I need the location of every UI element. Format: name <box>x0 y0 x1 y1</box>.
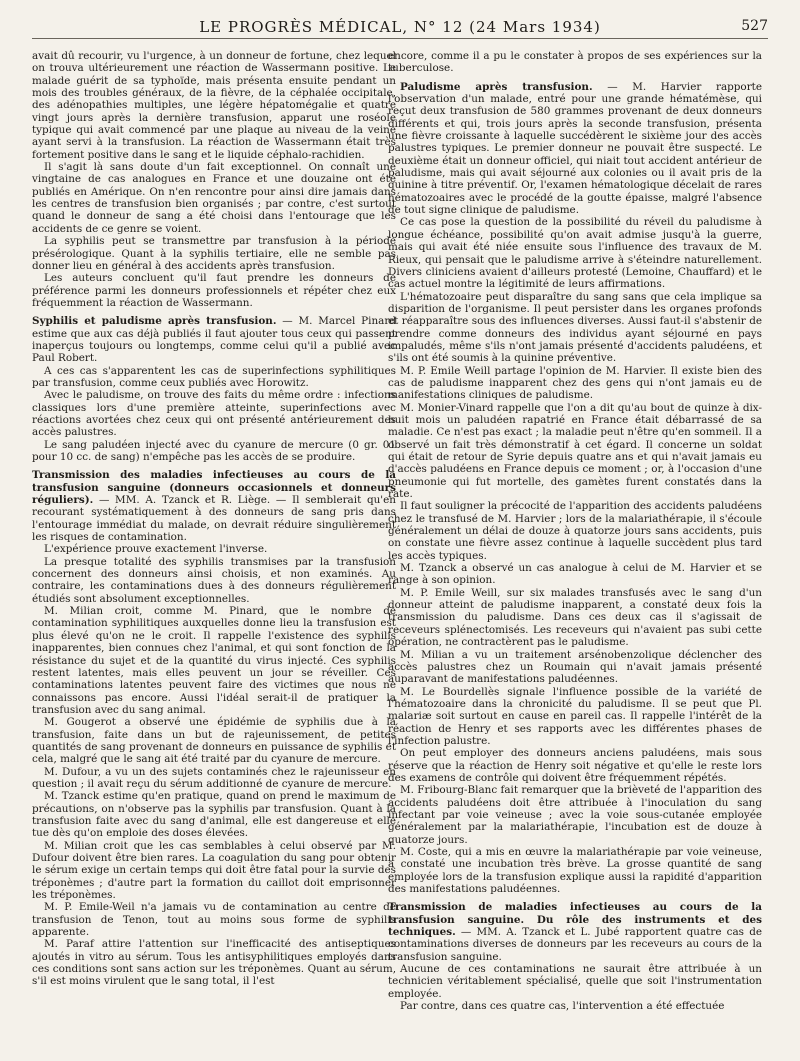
paragraph: encore, comme il a pu le constater à propos de ses expériences sur la tuberculose. <box>388 50 762 75</box>
page-number: 527 <box>741 18 768 34</box>
paragraph: La presque totalité des syphilis transmises par la transfusion concernent des donneurs ainsi choisis, et non examinés. Au contraire, les contaminations dues à des donneurs régulièrement étudiés sont absolument exceptionnelles. <box>32 555 396 605</box>
paragraph: Le sang paludéen injecté avec du cyanure de mercure (0 gr. 01 pour 10 cc. de sang) n'empêche pas les accès de se produire. <box>32 438 396 463</box>
paragraph: Il faut souligner la précocité de l'apparition des accidents paludéens chez le transfusé de M. Harvier ; lors de la malariathérapie, il s'écoule généralement un délai de douze à quatorze jours sans accidents, puis on constate une fièvre assez continue à laquelle succèdent plus tard les accès typiques. <box>388 500 762 562</box>
section-paragraph <box>388 901 762 963</box>
paragraph: M. Coste, qui a mis en œuvre la malariathérapie par voie veineuse, a constaté une incubation très brève. La grosse quantité de sang employée lors de la transfusion explique aussi la rapidité d'apparition des manifestations paludéennes. <box>388 846 762 896</box>
section-paragraph <box>388 81 762 217</box>
paragraph: Il s'agit là sans doute d'un fait exceptionnel. On connaît une vingtaine de cas analogues en France et une douzaine ont été publiés en Amérique. On n'en rencontre pour ainsi dire jamais dans les centres de transfusion bien organisés ; par contre, c'est surtout quand le donneur de sang a été choisi dans l'entourage que les accidents de ce genre se voient. <box>32 161 396 235</box>
paragraph: M. P. Emile-Weil n'a jamais vu de contamination au centre de transfusion de Tenon, tout au moins sous forme de syphilis apparente. <box>32 901 396 939</box>
paragraph: M. Milian croit, comme M. Pinard, que le nombre de contamination syphilitiques auxquelles donne lieu la transfusion est plus élevé qu'on ne le croit. Il rappelle l'existence des syphilis inapparentes, bien connues chez l'animal, et qui sont fonction de la résistance du sujet et de la quantité du virus injecté. Ces syphilis restent latentes, mais elles peuvent un jour se réveiller. Ces contaminations latentes peuvent faire des victimes que nous ne connaissons pas encore. Aussi l'idéal serait-il de pratiquer la transfusion avec du sang animal. <box>32 605 396 716</box>
paragraph: M. Milian a vu un traitement arsénobenzolique déclencher des accès palustres chez un Roumain qui n'avait jamais présenté auparavant de manifestations paludéennes. <box>388 648 762 686</box>
paragraph: L'hématozoaire peut disparaître du sang sans que cela implique sa disparition de l'organisme. Il peut persister dans les organes profonds et réapparaître sous des influences diverses. Aussi faut-il s'abstenir de prendre comme donneurs des individus ayant séjourné en pays impaludés, même s'ils n'ont jamais présenté d'accidents paludéens, et s'ils ont été soumis à la quinine préventive. <box>388 290 762 365</box>
paragraph: M. P. Emile Weill partage l'opinion de M. Harvier. Il existe bien des cas de paludisme inapparent chez des gens qui n'ont jamais eu de manifestations cliniques de paludisme. <box>388 364 762 402</box>
paragraph: On peut employer des donneurs anciens paludéens, mais sous réserve que la réaction de Henry soit négative et qu'elle le reste lors des examens de contrôle qui doivent être fréquemment répétés. <box>388 747 762 784</box>
paragraph: M. Paraf attire l'attention sur l'inefficacité des antiseptiques ajoutés in vitro au sérum. Tous les antisyphilitiques employés dans ces conditions sont sans action sur les tréponèmes. Quant au sérum, s'il est moins virulent que le sang total, il l'est <box>32 938 396 988</box>
paragraph: Aucune de ces contaminations ne saurait être attribuée à un technicien véritablement spécialisé, quelle que soit l'instrumentation employée. <box>388 963 762 1000</box>
paragraph: A ces cas s'apparentent les cas de superinfections syphilitiques par transfusion, comme ceux publiés avec Horowitz. <box>32 364 396 389</box>
paragraph: M. Le Bourdellès signale l'influence possible de la variété de l'hématozoaire dans la chronicité du paludisme. Il se peut que Pl. malariæ soit surtout en cause en pareil cas. Il rappelle l'intérêt de la réaction de Henry et ses rapports avec les différentes phases de l'infection palustre. <box>388 685 762 747</box>
paragraph: M. Fribourg-Blanc fait remarquer que la brièveté de l'apparition des accidents paludéens doit être attribuée à l'inoculation du sang infectant par voie veineuse ; avec la voie sous-cutanée employée généralement par la malariathérapie, l'incubation est de douze à quatorze jours. <box>388 784 762 846</box>
paragraph: Avec le paludisme, on trouve des faits du même ordre : infections classiques lors d'une première atteinte, superinfections avec réactions avortées chez ceux qui ont présenté antérieurement des accès palustres. <box>32 389 396 439</box>
section-body: — M. Marcel Pinard estime que aux cas déjà publiés il faut ajouter tous ceux qui passent inaperçus toujours ou longtemps, comme celui qu'il a publié avec Paul Robert. <box>32 315 396 365</box>
paragraph: M. Tzanck a observé un cas analogue à celui de M. Harvier et se range à son opinion. <box>388 562 762 587</box>
running-header <box>32 16 768 39</box>
section-body: — MM. A. Tzanck et L. Jubé rapportent quatre cas de contaminations diverses de donneurs par les receveurs au cours de la transfusion sanguine. <box>388 926 762 963</box>
journal-title: LE PROGRÈS MÉDICAL, N° 12 (24 Mars 1934) <box>199 18 601 36</box>
paragraph: M. Tzanck estime qu'en pratique, quand on prend le maximum de précautions, on n'observe pas la syphilis par transfusion. Quant à la transfusion faite avec du sang d'animal, elle est dangereuse et elle tue dès qu'on emploie des doses élevées. <box>32 790 396 840</box>
paragraph: M. Monier-Vinard rappelle que l'on a dit qu'au bout de quinze à dix-huit mois un paludéen rapatrié en France était débarrassé de sa maladie. Ce n'est pas exact ; la maladie peut n'être qu'en sommeil. Il a observé un fait très démonstratif à cet égard. Il concerne un soldat qui était de retour de Syrie depuis quatre ans et qui n'avait jamais eu d'accès paludéens en France depuis ce moment ; or, à l'occasion d'une pneumonie qui fut mortelle, des gamètes furent constatés dans la rate. <box>388 401 762 501</box>
paragraph: Par contre, dans ces quatre cas, l'intervention a été effectuée <box>400 1000 725 1013</box>
paragraph: L'expérience prouve exactement l'inverse. <box>44 543 268 556</box>
section-heading: Transmission de maladies infectieuses au cours de la transfusion sanguine. Du rôle des instruments et des techniques. <box>388 901 762 939</box>
section-heading: Paludisme après transfusion. <box>400 80 593 93</box>
paragraph: Ce cas pose la question de la possibilité du réveil du paludisme à longue échéance, possibilité qu'on avait admise jusqu'à la guerre, mais qui avait été niée ensuite sous l'influence des travaux de M. Rieux, qui pensait que le paludisme arrive à s'éteindre naturellement. Divers cliniciens avaient d'ailleurs protesté (Lemoine, Chauffard) et le cas actuel montre la légitimité de leurs affirmations. <box>388 216 762 291</box>
section-heading: Syphilis et paludisme après transfusion. <box>32 315 277 328</box>
paragraph: M. P. Emile Weill, sur six malades transfusés avec le sang d'un donneur atteint de paludisme inapparent, a constaté deux fois la transmission du paludisme. Dans ces deux cas il s'agissait de receveurs splénectomisés. Les receveurs qui n'avaient pas subi cette opération, ne contractèrent pas le paludisme. <box>388 586 762 649</box>
section-heading: Transmission des maladies infectieuses au cours de la transfusion sanguine (donneurs occasionnels et donneurs réguliers). <box>32 469 396 507</box>
section-paragraph <box>32 315 396 364</box>
section-paragraph <box>32 469 396 543</box>
left-column <box>32 50 396 988</box>
paragraph: avait dû recourir, vu l'urgence, à un donneur de fortune, chez lequel on trouva ultérieurement une réaction de Wassermann positive. Le malade guérit de sa typhoïde, mais présenta ensuite pendant un mois des troubles généraux, de la fièvre, de la céphalée occipitale, des adénopathies multiples, une légère hépatomégalie et quatre vingt jours après la dernière transfusion, apparut une roséole typique qui avait commencé par une plaque au niveau de la veine ayant servi à la transfusion. La réaction de Wassermann était très fortement positive dans le sang et le liquide céphalo-rachidien. <box>32 50 396 161</box>
section-body: — MM. A. Tzanck et R. Liège. — Il semblerait qu'en recourant systématiquement à des donneurs de sang pris dans l'entourage immédiat du malade, on devrait réduire singulièrement les risques de contamination. <box>32 494 396 544</box>
paragraph: La syphilis peut se transmettre par transfusion à la période présérologique. Quant à la syphilis tertiaire, elle ne semble pas donner lieu en général à des accidents après transfusion. <box>32 235 396 272</box>
right-column <box>388 50 762 1012</box>
paragraph: M. Dufour, a vu un des sujets contaminés chez le rajeunisseur en question ; il avait reçu du sérum additionné de cyanure de mercure. <box>32 765 396 790</box>
paragraph: M. Milian croit que les cas semblables à celui observé par M. Dufour doivent être bien rares. La coagulation du sang pour obtenir le sérum exige un certain temps qui doit être fatal pour la survie des tréponèmes ; d'autre part la formation du caillot doit emprisonner les tréponèmes. <box>32 839 396 902</box>
paragraph: M. Gougerot a observé une épidémie de syphilis due à la transfusion, faite dans un but de rajeunissement, de petites quantités de sang provenant de donneurs en puissance de syphilis et cela, malgré que le sang ait été traité par du cyanure de mercure. <box>32 716 396 766</box>
section-body: — M. Harvier rapporte l'observation d'un malade, entré pour une grande hématémèse, qui reçut deux transfusion de 580 grammes provenant de deux donneurs différents et qui, trois jours après la seconde transfusion, présenta une fièvre croissante à laquelle succédèrent le sixième jour des accès palustres typiques. Le premier donneur ne pouvait être suspecté. Le deuxième était un donneur officiel, qui niait tout accident antérieur de paludisme, mais qui avait séjourné aux colonies ou il avait pris de la quinine à titre préventif. Or, l'examen hématologique décelait de rares hématozoaires avec le procédé de la goutte épaisse, malgré l'absence de tout signe clinique de paludisme. <box>388 80 762 217</box>
paragraph: Les auteurs concluent qu'il faut prendre les donneurs de préférence parmi les donneurs professionnels et répéter chez eux fréquemment la réaction de Wassermann. <box>32 272 396 309</box>
